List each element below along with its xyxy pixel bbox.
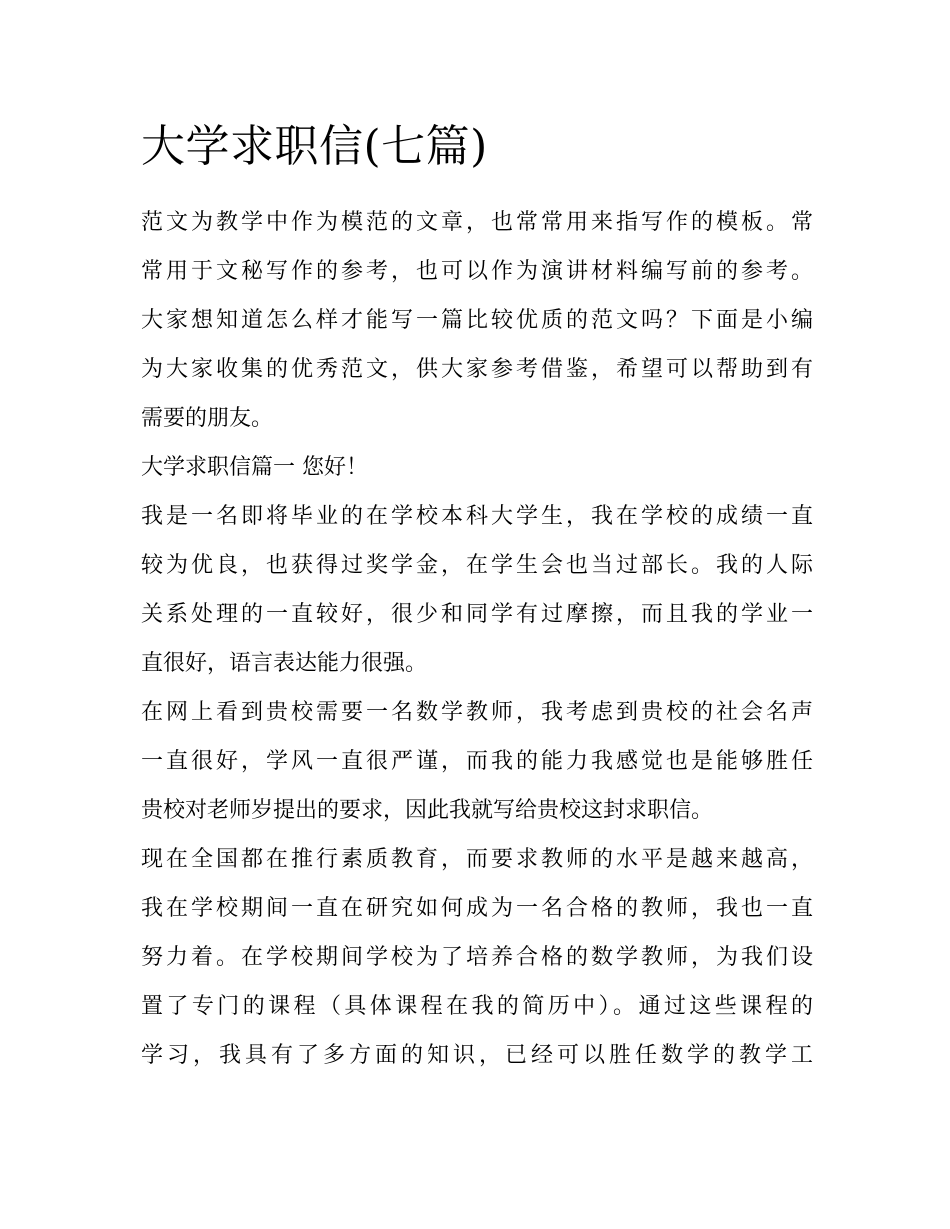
text-line: 较为优良，也获得过奖学金，在学生会也当过部长。我的人际 [141,553,813,578]
text-line: 关系处理的一直较好，很少和同学有过摩擦，而且我的学业一 [141,602,813,627]
text-line: 在网上看到贵校需要一名数学教师，我考虑到贵校的社会名声 [141,700,813,725]
text-line: 直很好，语言表达能力很强。 [141,651,428,676]
text-line: 置了专门的课程（具体课程在我的简历中）。通过这些课程的 [141,994,813,1019]
text-line: 需要的朋友。 [141,406,274,431]
text-line: 努力着。在学校期间学校为了培养合格的数学教师，为我们设 [141,945,813,970]
document-title: 大学求职信(七篇) [141,121,488,172]
text-line: 现在全国都在推行素质教育，而要求教师的水平是越来越高， [141,847,813,872]
document-content [141,112,813,1080]
text-line: 大学求职信篇一 您好！ [141,455,368,480]
text-line: 贵校对老师岁提出的要求，因此我就写给贵校这封求职信。 [141,798,714,823]
text-line: 范文为教学中作为模范的文章，也常常用来指写作的模板。常 [141,210,813,235]
text-line: 学习，我具有了多方面的知识，已经可以胜任数学的教学工 [141,1043,813,1068]
document-body [141,198,813,1080]
text-line: 一直很好，学风一直很严谨，而我的能力我感觉也是能够胜任 [141,749,813,774]
text-line: 我是一名即将毕业的在学校本科大学生，我在学校的成绩一直 [141,504,813,529]
text-line: 我在学校期间一直在研究如何成为一名合格的教师，我也一直 [141,896,813,921]
text-line: 大家想知道怎么样才能写一篇比较优质的范文吗？下面是小编 [141,308,813,333]
text-line: 为大家收集的优秀范文，供大家参考借鉴，希望可以帮助到有 [141,357,813,382]
text-line: 常用于文秘写作的参考，也可以作为演讲材料编写前的参考。 [141,259,813,284]
